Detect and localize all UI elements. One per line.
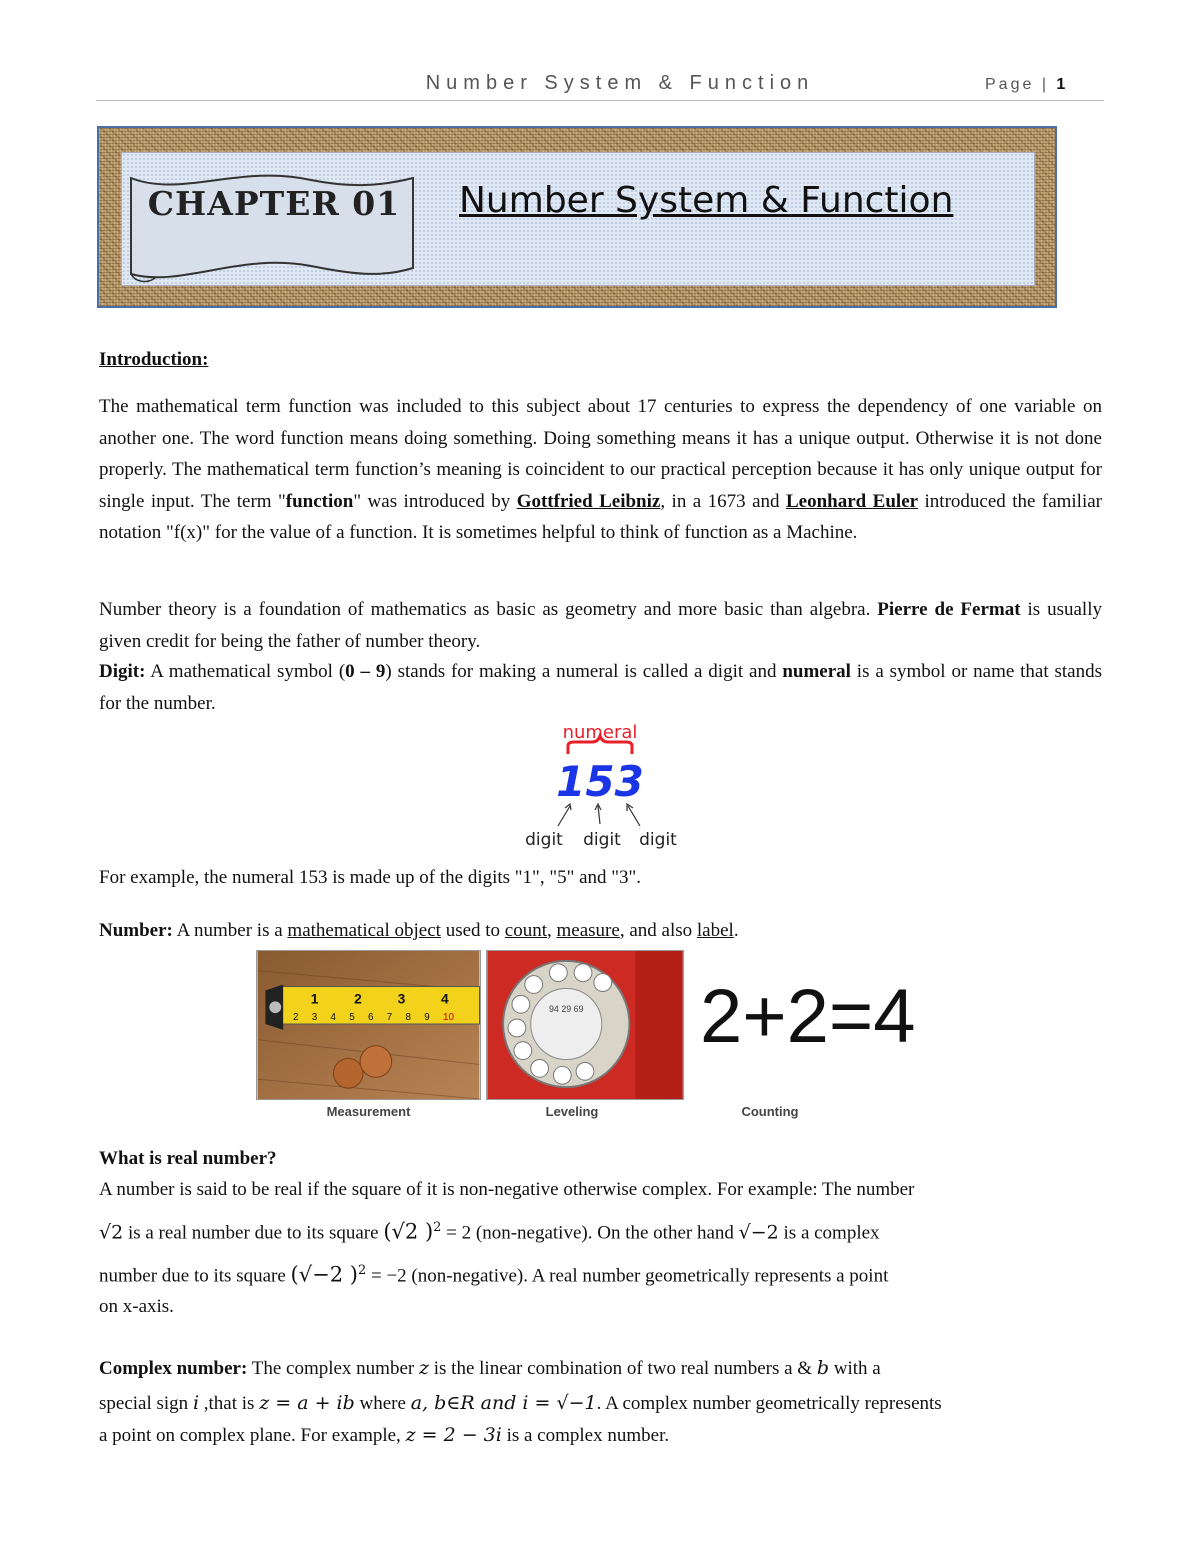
numeral-153: 153 [556, 757, 644, 806]
svg-text:10: 10 [442, 1012, 454, 1024]
chapter-banner [97, 126, 1057, 308]
digit-definition: Digit: A mathematical symbol (0 – 9) stands for making a numeral is called a digit and numeral is a symbol or name that stands for the number. [99, 661, 1103, 714]
rotary-phone-photo [486, 950, 684, 1100]
digit-label-3: digit [639, 830, 677, 850]
link-measure[interactable]: measure [556, 920, 620, 941]
running-header-title: Number System & Function [425, 72, 815, 94]
measurement-photo [256, 950, 481, 1100]
counting-equation: 2+2=4 [700, 974, 916, 1059]
caption-measurement: Measurement [326, 1104, 411, 1119]
svg-text:6: 6 [368, 1012, 374, 1024]
svg-text:4: 4 [330, 1012, 336, 1024]
introduction-heading: Introduction: [99, 349, 209, 370]
numeral-digit-diagram [510, 718, 690, 850]
svg-text:2: 2 [354, 990, 362, 1007]
svg-text:94 29 69: 94 29 69 [548, 1004, 584, 1015]
real-number-heading: What is real number? [99, 1148, 277, 1169]
svg-text:7: 7 [386, 1012, 393, 1024]
svg-text:1: 1 [310, 990, 319, 1007]
arrow-digit-1 [558, 806, 570, 826]
svg-text:3: 3 [311, 1012, 318, 1024]
svg-text:5: 5 [349, 1012, 355, 1024]
complex-number-line2: special sign i ,that is z = a + ib where a, b∈R and i = √−1. A complex number geometrically represents [99, 1392, 942, 1414]
link-label[interactable]: label [696, 920, 734, 941]
page-number: Page | 1 [985, 76, 1066, 93]
chapter-number: CHAPTER 01 [147, 184, 401, 223]
digit-label-2: digit [583, 830, 621, 850]
real-number-line2: √2 is a real number due to its square (√2 )$^2$ = 2 (non-negative). On the other hand √−2 is a complex [99, 1219, 880, 1244]
number-definition: Number: A number is a mathematical object used to count, measure, and also label. [99, 920, 739, 941]
complex-number-line1: Complex number: The complex number z is the linear combination of two real numbers a & b with a [99, 1357, 881, 1379]
euler-name: Leonhard Euler [785, 490, 919, 512]
caption-leveling: Leveling [545, 1104, 599, 1119]
header-rule [96, 100, 1104, 101]
numeral-label: numeral [562, 722, 638, 743]
svg-text:9: 9 [424, 1012, 430, 1024]
number-theory-paragraph: Number theory is a foundation of mathematics as basic as geometry and more basic than algebra. Pierre de Fermat is usually given credit for being the father of number theory. [99, 599, 1102, 652]
caption-counting: Counting [741, 1104, 799, 1119]
real-number-line4: on x-axis. [99, 1296, 174, 1317]
svg-text:3: 3 [397, 990, 406, 1007]
svg-text:8: 8 [405, 1012, 411, 1024]
numeral-example: For example, the numeral 153 is made up of the digits "1", "5" and "3". [99, 867, 642, 888]
chapter-title: Number System & Function [459, 180, 954, 221]
svg-text:4: 4 [441, 990, 449, 1007]
introduction-paragraph: The mathematical term function was included to this subject about 17 centuries to express the dependency of one variable on another one. The word function means doing something. Doing something means it has a unique output. Otherwise it is not done properly. The mathematical term function’s meaning is coincident to our practical perception because it has only unique output for single input. The term "function" was introduced by Gottfried Leibniz, in a 1673 and Leonhard Euler introduced the familiar notation "f(x)" for the value of a function. It is sometimes helpful to think of function as a Machine. [99, 396, 1103, 543]
real-number-line1: A number is said to be real if the square of it is non-negative otherwise complex. For example: The number [99, 1179, 915, 1200]
digit-label-1: digit [525, 830, 563, 850]
link-mathematical-object[interactable]: mathematical object [287, 920, 441, 941]
complex-number-line3: a point on complex plane. For example, z = 2 − 3i is a complex number. [99, 1424, 670, 1446]
svg-text:2: 2 [293, 1012, 299, 1024]
leibniz-name: Gottfried Leibniz [516, 490, 661, 512]
link-count[interactable]: count [504, 920, 548, 941]
arrow-digit-3 [628, 806, 640, 826]
real-number-line3: number due to its square (√−2 )$^2$ = −2 (non-negative). A real number geometrically represents a point [99, 1262, 889, 1287]
